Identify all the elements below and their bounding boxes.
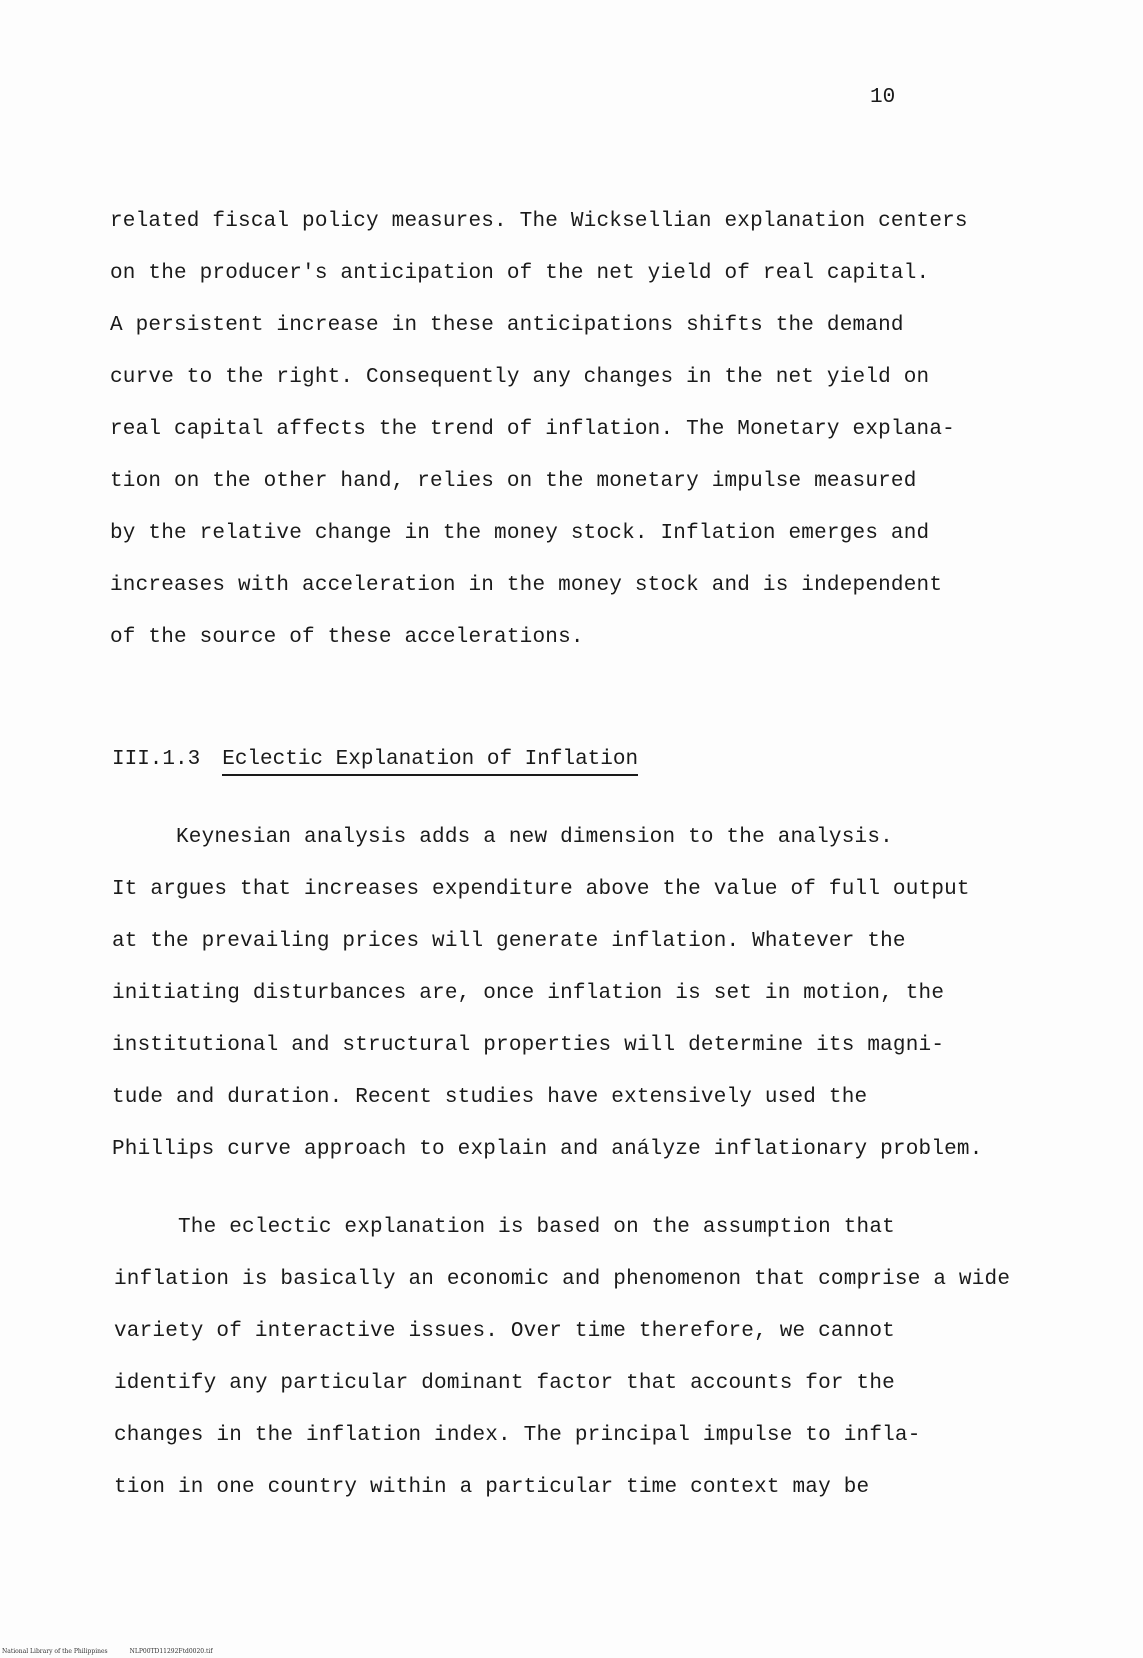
- text-line: related fiscal policy measures. The Wicksellian explanation centers: [110, 210, 968, 233]
- section-heading: [112, 748, 638, 776]
- text-line: The eclectic explanation is based on the assumption that: [114, 1216, 895, 1239]
- text-line: A persistent increase in these anticipations shifts the demand: [110, 314, 904, 337]
- text-line: identify any particular dominant factor that accounts for the: [114, 1372, 895, 1395]
- text-line: tion on the other hand, relies on the monetary impulse measured: [110, 470, 917, 493]
- text-line: curve to the right. Consequently any changes in the net yield on: [110, 366, 930, 389]
- text-line: real capital affects the trend of inflation. The Monetary explana-: [110, 418, 955, 441]
- text-line: initiating disturbances are, once inflation is set in motion, the: [112, 982, 945, 1005]
- text-line: at the prevailing prices will generate inflation. Whatever the: [112, 930, 906, 953]
- text-line: Keynesian analysis adds a new dimension to the analysis.: [112, 826, 893, 849]
- footer-file: NLP00TD11292Ftd0020.tif: [129, 1648, 213, 1655]
- text-line: by the relative change in the money stock. Inflation emerges and: [110, 522, 930, 545]
- text-line: It argues that increases expenditure above the value of full output: [112, 878, 970, 901]
- text-line: tude and duration. Recent studies have extensively used the: [112, 1086, 868, 1109]
- text-line: on the producer's anticipation of the net yield of real capital.: [110, 262, 930, 285]
- footer-library: National Library of the Philippines: [2, 1648, 108, 1655]
- text-line: of the source of these accelerations.: [110, 626, 584, 649]
- text-line: variety of interactive issues. Over time therefore, we cannot: [114, 1320, 895, 1343]
- scan-footer: [2, 1648, 213, 1655]
- page-number: 10: [870, 86, 896, 109]
- text-line: increases with acceleration in the money stock and is independent: [110, 574, 943, 597]
- text-line: changes in the inflation index. The principal impulse to infla-: [114, 1424, 921, 1447]
- text-line: inflation is basically an economic and phenomenon that comprise a wide: [114, 1268, 1011, 1291]
- section-title: Eclectic Explanation of Inflation: [222, 748, 638, 776]
- text-line: institutional and structural properties will determine its magni-: [112, 1034, 945, 1057]
- text-line: tion in one country within a particular time context may be: [114, 1476, 870, 1499]
- section-number: III.1.3: [112, 748, 201, 771]
- text-line: Phillips curve approach to explain and anályze inflationary problem.: [112, 1138, 983, 1161]
